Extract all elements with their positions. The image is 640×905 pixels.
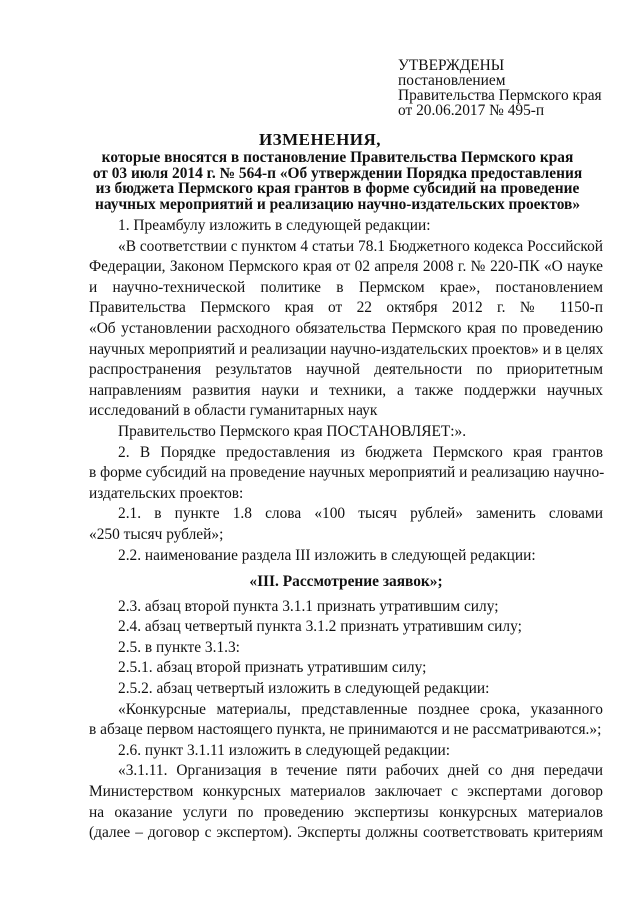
item-3-1-11-line: «3.1.11. Организация в течение пяти рабочих дней со дня передачи bbox=[118, 762, 603, 780]
approval-stamp bbox=[398, 58, 628, 118]
preamble-quote-line: распространения результатов научной деятельности по приоритетным bbox=[89, 361, 603, 379]
approval-line-4: от 20.06.2017 № 495-п bbox=[398, 102, 545, 119]
item-2-line: издательских проектов: bbox=[89, 484, 244, 502]
preamble-quote-line: «Об установлении расходного обязательства Пермского края по проведению bbox=[89, 319, 603, 337]
item-2-line: в форме субсидий на проведение научных мероприятий и реализацию научно- bbox=[89, 464, 605, 482]
preamble-quote-end: Правительство Пермского края ПОСТАНОВЛЯЕТ:». bbox=[118, 422, 467, 440]
item-2-5-2-quote-line: «Конкурсные материалы, представленные позднее срока, указанного bbox=[118, 700, 603, 718]
item-2-line: 2. В Порядке предоставления из бюджета Пермского края грантов bbox=[118, 443, 603, 461]
item-2-1-line: «250 тысяч рублей»; bbox=[89, 525, 224, 543]
subtitle-line: научных мероприятий и реализацию научно-издательских проектов» bbox=[94, 195, 581, 213]
preamble-quote-line: научных мероприятий и реализации научно-издательских проектов» и в целях bbox=[89, 340, 604, 358]
item-2-5-2: 2.5.2. абзац четвертый изложить в следующей редакции: bbox=[118, 680, 490, 698]
approval-line-2: постановлением bbox=[398, 72, 506, 89]
preamble-quote-line: направлениям развития науки и техники, а также поддержки научных bbox=[89, 381, 603, 399]
item-2-1-line: 2.1. в пункте 1.8 слова «100 тысяч рублей» заменить словами bbox=[118, 505, 603, 523]
document-body bbox=[89, 216, 603, 844]
preamble-quote-line: «В соответствии с пунктом 4 статьи 78.1 Бюджетного кодекса Российской bbox=[118, 237, 603, 255]
section-heading: «III. Рассмотрение заявок»; bbox=[249, 573, 443, 591]
preamble-quote-line: исследований в области гуманитарных наук bbox=[89, 402, 378, 420]
item-2-5: 2.5. в пункте 3.1.3: bbox=[118, 638, 240, 656]
preamble-quote-line: и научно-технической политике в Пермском крае», постановлением bbox=[89, 278, 603, 296]
subtitle-line: от 03 июля 2014 г. № 564-п «Об утверждении Порядка предоставления bbox=[92, 164, 583, 182]
item-3-1-11-line: (далее – договор с экспертом). Эксперты должны соответствовать критериям bbox=[89, 824, 603, 842]
item-2-5-2-quote-line: в абзаце первом настоящего пункта, не принимаются и не рассматриваются.»; bbox=[89, 721, 602, 739]
item-2-4: 2.4. абзац четвертый пункта 3.1.2 признать утратившим силу; bbox=[118, 618, 522, 636]
item-2-6: 2.6. пункт 3.1.11 изложить в следующей редакции: bbox=[118, 741, 450, 759]
item-2-2: 2.2. наименование раздела III изложить в следующей редакции: bbox=[118, 546, 536, 564]
approval-line-1: УТВЕРЖДЕНЫ bbox=[398, 57, 505, 74]
preamble-quote-line: Федерации, Законом Пермского края от 02 апреля 2008 г. № 220-ПК «О науке bbox=[89, 258, 603, 276]
preamble-quote-line: Правительства Пермского края от 22 октября 2012 г. № 1150-п bbox=[89, 299, 603, 317]
subtitle-line: которые вносятся в постановление Правительства Пермского края bbox=[101, 149, 574, 166]
item-1: 1. Преамбулу изложить в следующей редакции: bbox=[118, 217, 431, 234]
item-2-5-1: 2.5.1. абзац второй признать утратившим силу; bbox=[118, 659, 427, 677]
item-3-1-11-line: на оказание услуги по проведению экспертизы конкурсных материалов bbox=[89, 803, 603, 821]
subtitle-line: из бюджета Пермского края грантов в форме субсидий на проведение bbox=[95, 180, 580, 197]
document-title: ИЗМЕНЕНИЯ, bbox=[258, 130, 382, 149]
document-subtitle bbox=[70, 150, 605, 212]
approval-line-3: Правительства Пермского края bbox=[398, 87, 602, 104]
item-2-3: 2.3. абзац второй пункта 3.1.1 признать утратившим силу; bbox=[118, 597, 499, 615]
item-3-1-11-line: Министерством конкурсных материалов заключает с экспертами договор bbox=[89, 783, 603, 801]
